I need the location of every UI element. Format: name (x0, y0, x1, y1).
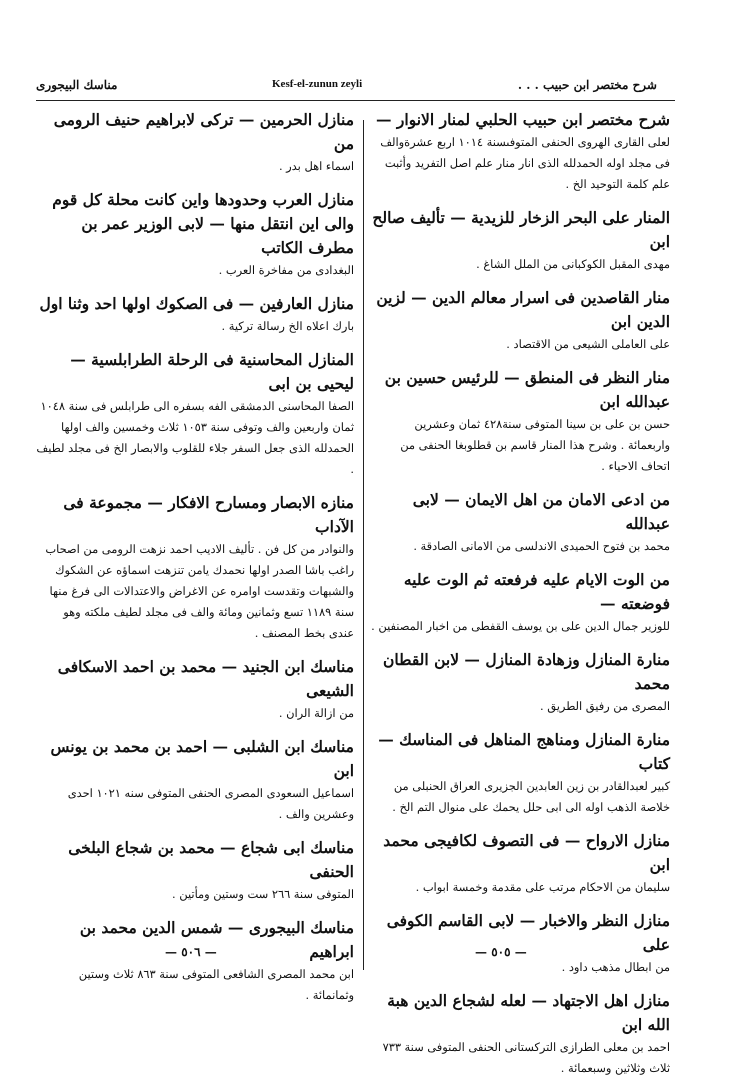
running-header-right: شرح مختصر ابن حبيب . . . (517, 78, 657, 92)
entry (370, 568, 670, 637)
entry (36, 491, 354, 644)
entry-body: سليمان من الاحكام مرتب على مقدمة وخمسة ابواب . (415, 880, 670, 894)
entry-title: منازل العرب وحدودها واين كانت محلة كل قوم والى اين انتقل منها — لابى الوزير عمر بن مطرف الكاتب (52, 190, 354, 257)
entry (370, 989, 670, 1079)
entry-body: والنوادر من كل فن . تأليف الاديب احمد نزهت الرومى من اصحاب راغب باشا الصدر اولها نحمدك يامن تنزهت اسماؤه عن الشكوك والشبهات وتقدست اوامره عن الاغراض والاعتدالات الى فرغ منها سنة ١١٨٩ تسع وثمانين ومائة والف فى مجلد لطيف ملكته وهو عندى بخط المصنف . (45, 542, 354, 640)
entry-body: للوزير جمال الدين على بن يوسف القفطى من اخبار المصنفين . (371, 619, 670, 633)
entry-body: الصفا المحاسنى الدمشقى الفه بسفره الى طرابلس فى سنة ١٠٤٨ ثمان واربعين والف وتوفى سنة ١٠٥٣ ثلاث وخمسين والف اولها الحمدلله الذى جعل السفر جلاء للقلوب والابصار الخ فى مجلد لطيف . (36, 399, 354, 476)
entry (36, 836, 354, 905)
entry (36, 735, 354, 825)
entry-title: مناسك ابن الجنيد — محمد بن احمد الاسكافى الشيعى (57, 657, 354, 700)
entry (370, 488, 670, 557)
entry-title: المنار على البحر الزخار للزيدية — تأليف صالح ابن (372, 208, 670, 251)
entry-title: من ادعى الامان من اهل الايمان — لابى عبدالله (412, 490, 670, 533)
entry (36, 292, 354, 337)
entry-title: المنازل المحاسنية فى الرحلة الطرابلسية — ليحيى بن ابى (70, 350, 354, 393)
entry (36, 188, 354, 281)
entry-body: حسن بن على بن سينا المتوفى سنة٤٢٨ ثمان وعشرين واربعمائة . وشرح هذا المنار قاسم بن قطلوبغا الحنفى من اتحاف الاحياء . (400, 417, 670, 473)
header-rule (36, 100, 675, 101)
entry-body: البغدادى من مفاخرة العرب . (218, 263, 354, 277)
entry-title: منارة المنازل وزهادة المنازل — لابن القطان محمد (383, 650, 670, 693)
entry-title: منازل النظر والاخبار — لابى القاسم الكوفى على (386, 911, 670, 954)
entry (36, 348, 354, 480)
entry-body: من ابطال مذهب داود . (561, 960, 670, 974)
entry-title: شرح مختصر ابن حبيب الحلبي لمنار الانوار — (376, 110, 670, 129)
entry (36, 916, 354, 1006)
entry (370, 909, 670, 978)
right-column (370, 108, 670, 1079)
entry-title: منازه الابصار ومسارح الافكار — مجموعة فى الآداب (63, 493, 354, 536)
column-divider (363, 120, 364, 970)
entry (370, 728, 670, 818)
entry-body: كبير لعبدالقادر بن زين العابدين الجزيرى العراق الحنبلى من خلاصة الذهب اوله الى ابى حلل يحمك على منوال التم الخ . (392, 779, 670, 814)
entry (370, 206, 670, 275)
entry-body: بارك اعلاه الخ رسالة تركية . (221, 319, 354, 333)
entry-body: احمد بن معلى الطرازى التركستانى الحنفى المتوفى سنة ٧٣٣ ثلاث وثلاثين وسبعمائة . (382, 1040, 670, 1075)
entry-body: لعلى القارى الهروى الحنفى المتوفىسنة ١٠١٤ اربع عشرةوالف فى مجلد اوله الحمدلله الذى انار منار علم اصل التفريد وأثبت علم كلمة التوحيد الخ . (380, 135, 670, 191)
page-number-right: — ٥٠٥ — (475, 945, 527, 959)
page-number-left: — ٥٠٦ — (165, 945, 217, 959)
entry-body: اسماعيل السعودى المصرى الحنفى المتوفى سنه ١٠٢١ احدى وعشرين والف . (67, 786, 354, 821)
entry-title: من الوت الايام عليه فرفعته ثم الوت عليه فوضعته — (403, 570, 670, 613)
entry-title: منازل الارواح — فى التصوف لكافيجى محمد ابن (383, 831, 670, 874)
entry (370, 108, 670, 195)
running-header-center: Kesf-el-zunun zeyli (272, 78, 363, 90)
entry-title: مناسك ابن الشلبى — احمد بن محمد بن يونس ابن (50, 737, 354, 780)
running-header-left: مناسك البيجورى (36, 78, 118, 92)
entry-body: المصرى من رفيق الطريق . (540, 699, 670, 713)
entry-body: مهدى المقبل الكوكبانى من الملل الشاغ . (476, 257, 670, 271)
entry (370, 829, 670, 898)
entry-title: منار النظر فى المنطق — للرئيس حسين بن عبدالله ابن (384, 368, 670, 411)
entry-title: منازل الحرمين — تركى لابراهيم حنيف الرومى من (53, 110, 354, 153)
entry (36, 108, 354, 177)
entry (370, 366, 670, 477)
entry-body: من ازالة الران . (278, 706, 354, 720)
entry (36, 655, 354, 724)
entry-body: المتوفى سنة ٢٦٦ ست وستين ومأتين . (172, 887, 354, 901)
entry (370, 648, 670, 717)
entry-title: منازل العارفين — فى الصكوك اولها احد وثنا اول (39, 294, 354, 313)
entry (370, 286, 670, 355)
entry-body: اسماء اهل بدر . (278, 159, 354, 173)
entry-body: ابن محمد المصرى الشافعى المتوفى سنة ٨٦٣ ثلاث وستين وثمانمائة . (78, 967, 354, 1002)
entry-title: مناسك ابى شجاع — محمد بن شجاع البلخى الحنفى (68, 838, 354, 881)
entry-title: منارة المنازل ومناهج المناهل فى المناسك — كتاب (378, 730, 670, 773)
entry-body: على العاملى الشيعى من الاقتصاد . (506, 337, 670, 351)
entry-title: مناسك البيجورى — شمس الدين محمد بن ابراهيم (79, 918, 354, 961)
entry-title: منار القاصدين فى اسرار معالم الدين — لزين الدين ابن (376, 288, 670, 331)
entry-body: محمد بن فتوح الحميدى الاندلسى من الامانى الصادقة . (413, 539, 670, 553)
left-column (36, 108, 354, 1006)
entry-title: منازل اهل الاجتهاد — لعله لشجاع الدين هبة الله ابن (387, 991, 670, 1034)
